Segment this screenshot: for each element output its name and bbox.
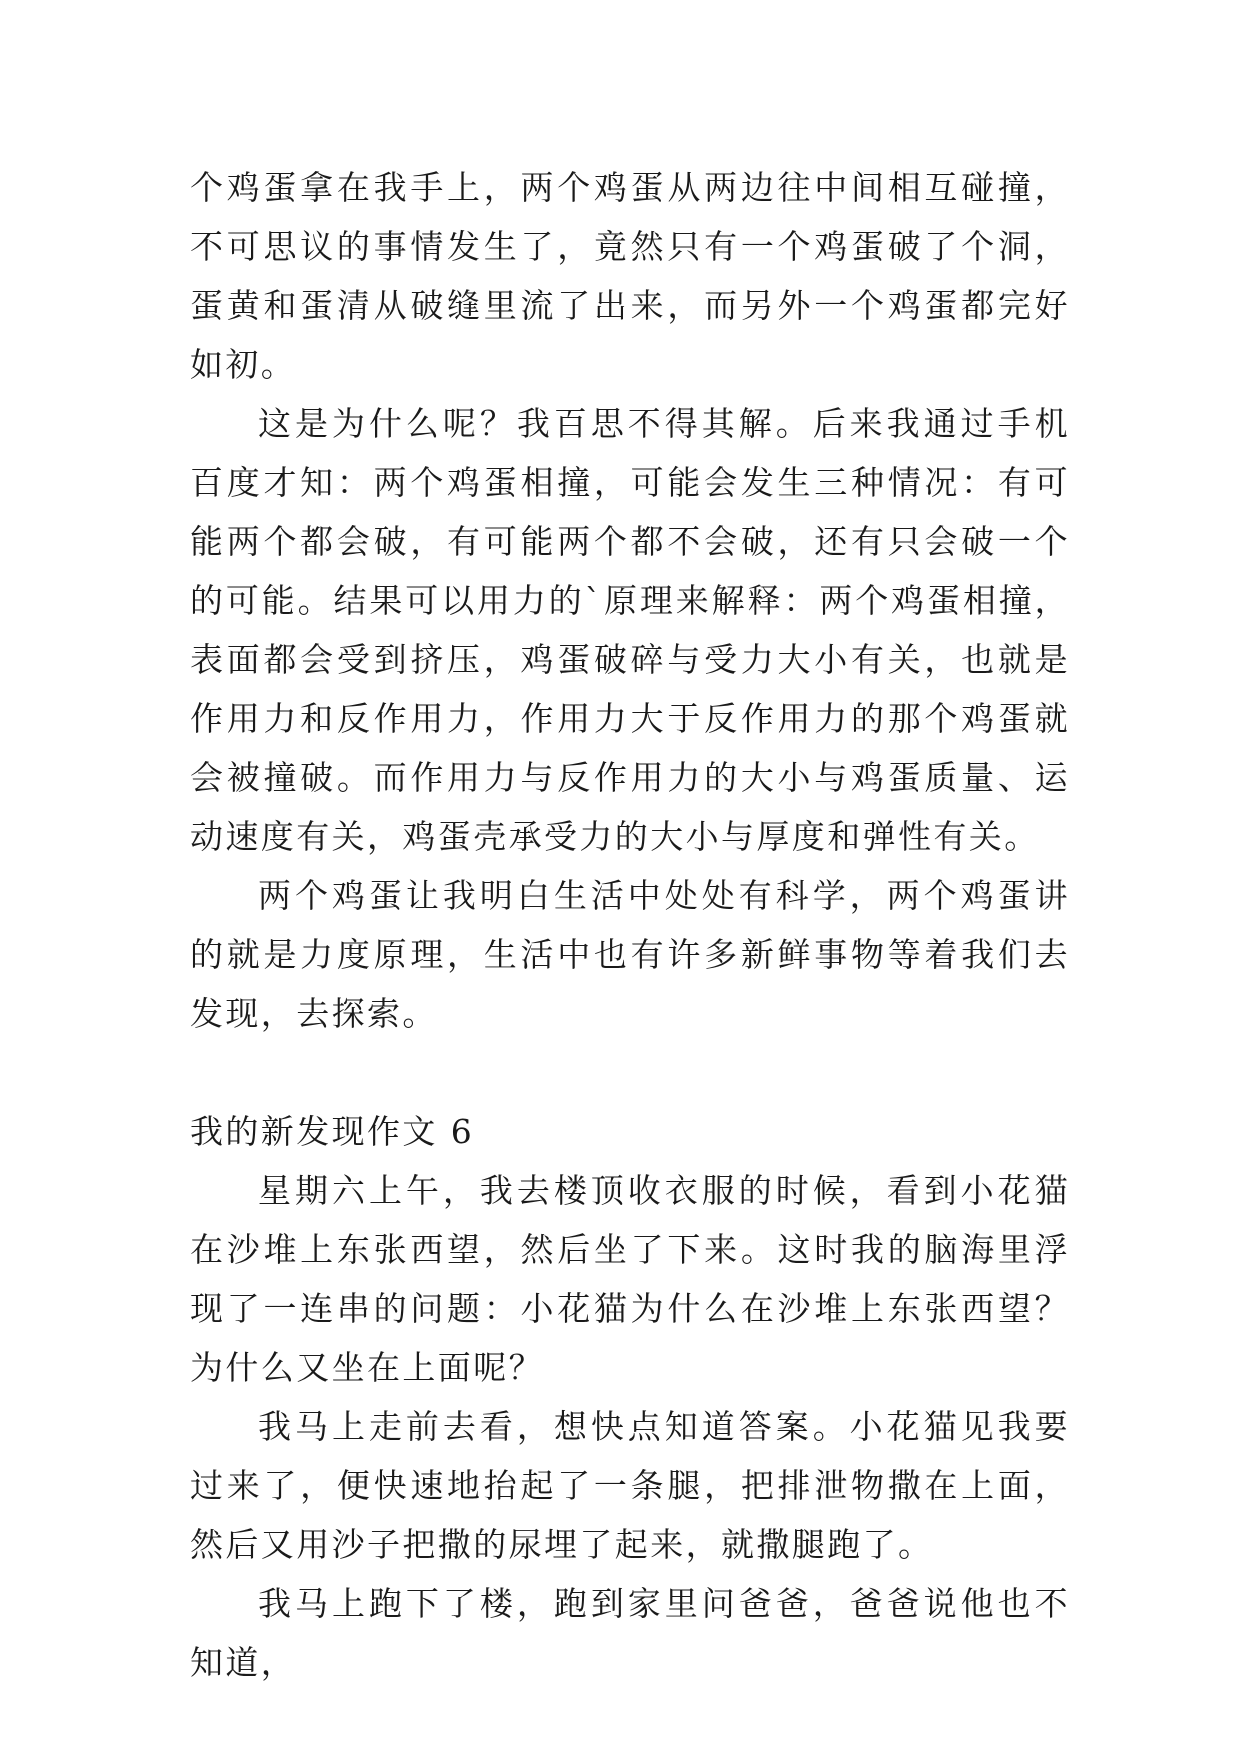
- paragraph: 星期六上午，我去楼顶收衣服的时候，看到小花猫在沙堆上东张西望，然后坐了下来。这时我的脑海里浮现了一连串的问题：小花猫为什么在沙堆上东张西望？为什么又坐在上面呢？: [190, 1171, 1070, 1387]
- paragraph: 两个鸡蛋让我明白生活中处处有科学，两个鸡蛋讲的就是力度原理，生活中也有许多新鲜事物等着我们去发现，去探索。: [190, 876, 1070, 1033]
- document-body: [190, 158, 1070, 1692]
- paragraph: 这是为什么呢？我百思不得其解。后来我通过手机百度才知：两个鸡蛋相撞，可能会发生三种情况：有可能两个都会破，有可能两个都不会破，还有只会破一个的可能。结果可以用力的`原理来解释：两个鸡蛋相撞，表面都会受到挤压，鸡蛋破碎与受力大小有关，也就是作用力和反作用力，作用力大于反作用力的那个鸡蛋就会被撞破。而作用力与反作用力的大小与鸡蛋质量、运动速度有关，鸡蛋壳承受力的大小与厚度和弹性有关。: [190, 404, 1070, 856]
- paragraph: 我马上走前去看，想快点知道答案。小花猫见我要过来了，便快速地抬起了一条腿，把排泄物撒在上面，然后又用沙子把撒的尿埋了起来，就撒腿跑了。: [190, 1407, 1070, 1564]
- section-title: 我的新发现作文 6: [190, 1112, 475, 1151]
- paragraph: 个鸡蛋拿在我手上，两个鸡蛋从两边往中间相互碰撞，不可思议的事情发生了，竟然只有一个鸡蛋破了个洞，蛋黄和蛋清从破缝里流了出来，而另外一个鸡蛋都完好如初。: [190, 168, 1070, 384]
- paragraph: 我马上跑下了楼，跑到家里问爸爸，爸爸说他也不知道，: [190, 1584, 1070, 1682]
